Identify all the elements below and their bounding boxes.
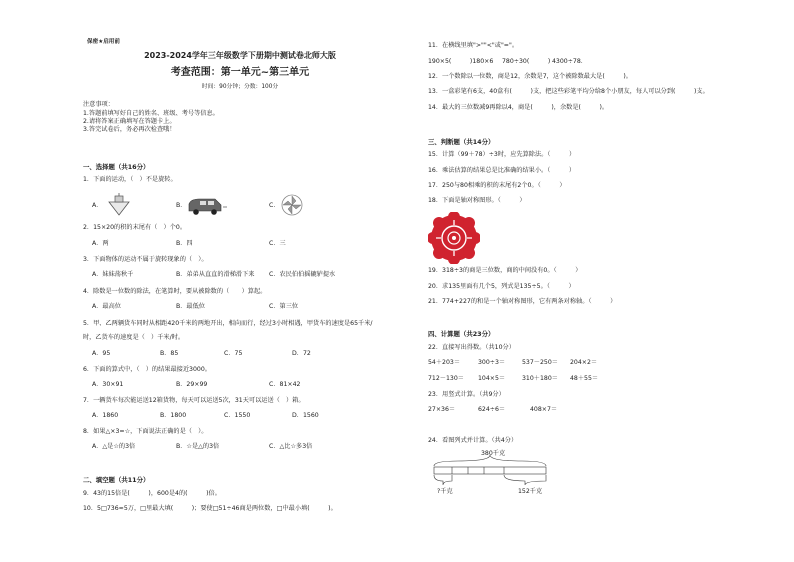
q22-cell: 300÷3＝: [478, 359, 506, 366]
note-item: 2.请将答案正确填写在答题卡上。: [83, 118, 176, 125]
q22-cell: 104×5＝: [478, 375, 506, 382]
question-6: 6．下面的算式中，（ ）的结果最接近3000。: [83, 366, 211, 373]
question-24: 24．看图列式并计算。（共4分）: [428, 437, 518, 444]
q3-option-a: A．妹妹荡秋千: [92, 271, 134, 278]
question-4: 4．除数是一位数的除法，在笔算时，要从被除数的（ ）算起。: [83, 288, 267, 295]
notes-title: 注意事项：: [83, 101, 114, 108]
question-8: 8．如果△×3=☆，下面说法正确的是（ ）。: [83, 428, 208, 435]
diagram-total-label: 380千克: [481, 450, 506, 457]
section-fill-title: 二、填空题（共11分）: [83, 476, 150, 484]
q22-cell: 48＋55＝: [570, 375, 599, 382]
question-10: 10．5□736≈5万，□里最大填( )；要使□51÷46商是两位数，□中最小填( )。: [83, 505, 337, 512]
diagram-left-label: ?千克: [437, 488, 453, 495]
q5-option-d: D．72: [292, 350, 311, 357]
q1-option-b: B．: [176, 202, 187, 209]
q2-option-a: A．两: [92, 240, 109, 247]
question-18: 18．下面是轴对称图形。（ ）: [428, 197, 526, 204]
q22-cell: 712－130＝: [428, 375, 464, 382]
question-13: 13．一盒彩笔有6支，40盒有( )支，把这些彩笔平均分给8个小朋友，每人可以分到( )支。: [428, 88, 709, 95]
q8-option-b: B．☆是△的3倍: [176, 443, 220, 450]
exam-title: 2023-2024学年三年级数学下册期中测试卷北师大版: [144, 51, 336, 60]
question-2: 2．15×20的积的末尾有（ ）个0。: [83, 224, 187, 231]
secret-label: 保密★启用前: [87, 39, 120, 45]
q2-option-b: B．四: [176, 240, 193, 247]
q11-item: 780÷30( ): [502, 58, 551, 65]
question-19: 19．318÷3的商是三位数，商的中间没有0。（ ）: [428, 267, 582, 274]
question-1: 1．下面的运动，（ ）不是旋转。: [83, 176, 177, 183]
question-5-cont: 时，乙货车的速度是（ ）千米/时。: [83, 334, 185, 341]
q3-option-c: C．农民伯伯摇辘轳提水: [269, 271, 336, 278]
q1-option-a: A．: [92, 202, 103, 209]
note-item: 3.答完试卷后，务必再次检查哦！: [83, 126, 176, 133]
exam-time: 时间：90分钟；分数：100分: [201, 84, 279, 90]
q23-item: 408×7＝: [530, 406, 558, 413]
question-12: 12．一个数除以一位数，商是12，余数是7，这个被除数最大是( )。: [428, 73, 632, 80]
q7-option-c: C．1550: [224, 412, 251, 419]
diagram-right-label: 152千克: [518, 488, 543, 495]
q5-option-a: A．95: [92, 350, 111, 357]
question-23: 23．用竖式计算。（共9分）: [428, 391, 505, 398]
q23-item: 624÷6＝: [478, 406, 506, 413]
q6-option-c: C．81×42: [269, 381, 301, 388]
q11-item: 190×5( )180×6: [428, 58, 494, 65]
question-17: 17．250与80相乘的积的末尾有2个0。（ ）: [428, 182, 566, 189]
question-9: 9．43的15倍是( )，600是4的( )倍。: [83, 490, 221, 497]
section-choice-title: 一、选择题（共16分）: [83, 163, 150, 171]
q5-option-c: C．75: [224, 350, 243, 357]
q4-option-a: A．最高位: [92, 303, 121, 310]
q1-option-c: C．: [269, 202, 280, 209]
paper-cut-flower-image: [428, 212, 480, 264]
windmill-icon: [280, 193, 304, 217]
q22-cell: 310＋180＝: [522, 375, 558, 382]
question-15: 15．计算（99＋78）÷3时，应先算除法。（ ）: [428, 151, 576, 158]
question-20: 20．求135里面有几个5，列式是135÷5。（ ）: [428, 283, 575, 290]
section-judge-title: 三、判断题（共14分）: [428, 138, 495, 146]
q22-cell: 537－250＝: [522, 359, 558, 366]
q4-option-b: B．最低位: [176, 303, 205, 310]
van-icon: [187, 196, 227, 216]
q7-option-a: A．1860: [92, 412, 119, 419]
section-calc-title: 四、计算题（共23分）: [428, 330, 495, 338]
q23-item: 27×36＝: [428, 406, 456, 413]
question-22: 22．直接写出得数。（共10分）: [428, 344, 515, 351]
q11-item: 4300÷78．: [552, 58, 587, 65]
q7-option-d: D．1560: [292, 412, 319, 419]
q6-option-b: B．29×99: [176, 381, 208, 388]
q5-option-b: B．85: [160, 350, 179, 357]
question-5: 5．甲、乙两辆货车同时从相距420千米的两地开出，相向而行，经过3小时相遇，甲货车的速度是65千米/: [83, 320, 373, 327]
q2-option-c: C．三: [269, 240, 286, 247]
q7-option-b: B．1800: [160, 412, 187, 419]
question-16: 16．乘法估算的结果总是比准确的结果小。（ ）: [428, 167, 576, 174]
q6-option-a: A．30×91: [92, 381, 124, 388]
q8-option-a: A．△是☆的3倍: [92, 443, 136, 450]
exam-scope: 考查范围：第一单元~第三单元: [170, 67, 310, 78]
question-14: 14．最大的三位数减9再除以4，商是( )，余数是( )。: [428, 104, 609, 111]
q22-cell: 204×2＝: [570, 359, 598, 366]
q8-option-c: C．△比☆多3倍: [269, 443, 313, 450]
q4-option-c: C．第三位: [269, 303, 299, 310]
q3-option-b: B．弟弟从直直的滑梯滑下来: [176, 271, 255, 278]
question-3: 3．下面物体的运动不属于旋转现象的（ ）。: [83, 256, 208, 263]
question-11: 11．在横线里填">""<"或"="。: [428, 42, 519, 49]
note-item: 1.答题前填写好自己的姓名、班级、考号等信息。: [83, 110, 219, 117]
question-7: 7．一辆货车每次能运送12箱货物，每天可以运送5次，31天可以运送（ ）箱。: [83, 397, 305, 404]
q22-cell: 54＋203＝: [428, 359, 461, 366]
question-21: 21．774+227的和是一个轴对称图形，它有两条对称轴。（ ）: [428, 298, 617, 305]
spinning-top-icon: [106, 193, 132, 217]
